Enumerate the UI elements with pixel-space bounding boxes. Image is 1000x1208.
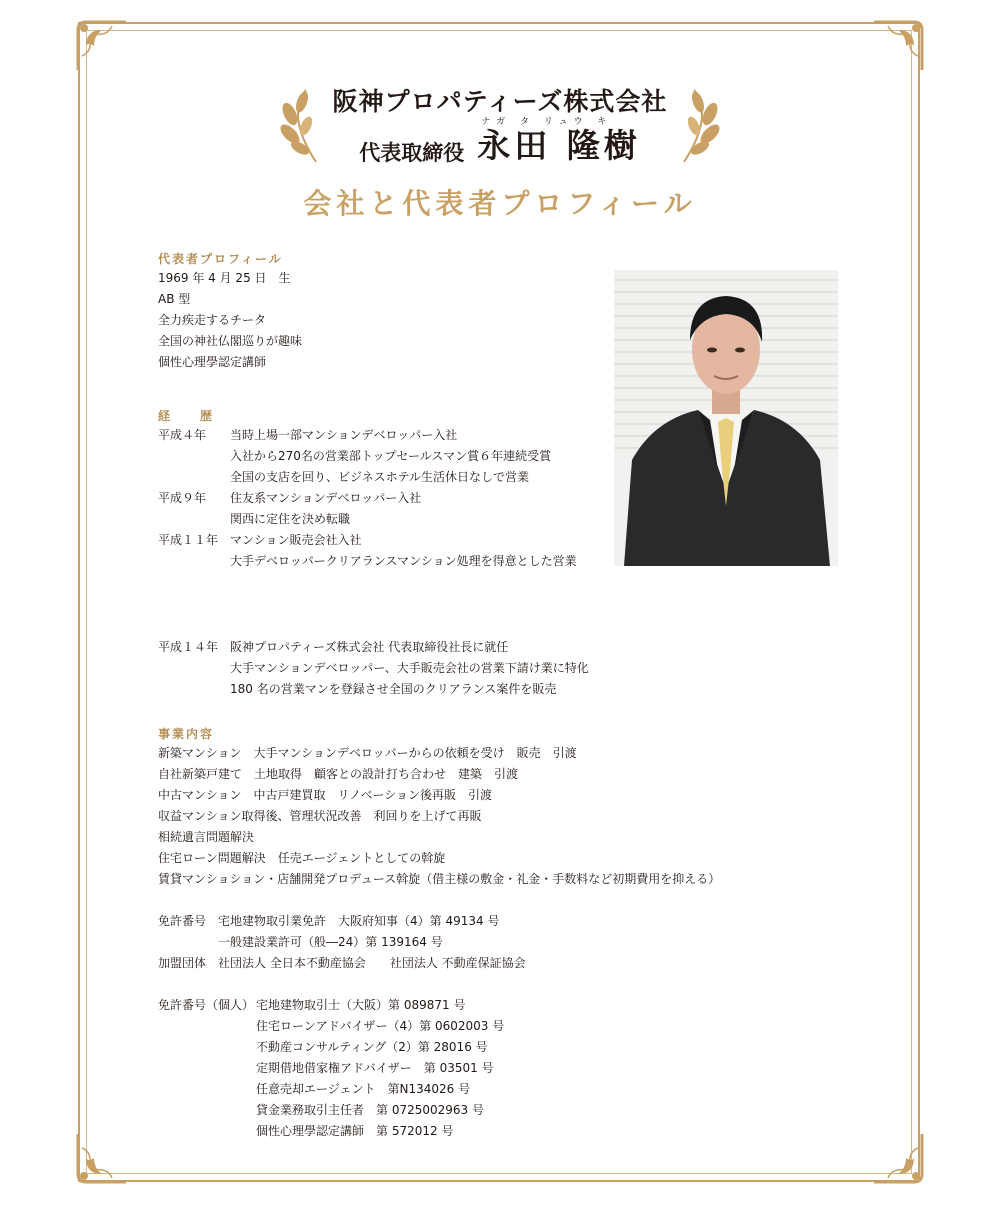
profile-line: AB 型 [158, 292, 191, 306]
career-line: 大手マンションデベロッパー、大手販売会社の営業下請け業に特化 [230, 661, 589, 675]
corner-ornament-icon [72, 1128, 132, 1188]
license-line: 宅地建物取引業免許 大阪府知事（4）第 49134 号 [218, 914, 500, 928]
member-value: 社団法人 全日本不動産協会 社団法人 不動産保証協会 [218, 956, 526, 970]
profile-line: 全力疾走するチータ [158, 313, 267, 327]
career-line: 全国の支店を回り、ビジネスホテル生活休日なしで営業 [230, 470, 530, 484]
career-line: 180 名の営業マンを登録させ全国のクリアランス案件を販売 [230, 682, 557, 696]
corner-ornament-icon [868, 1128, 928, 1188]
representative-role: 代表取締役 [359, 140, 465, 165]
profile-line: 個性心理學認定講師 [158, 355, 267, 369]
personal-license-line: 定期借地借家権アドバイザー 第 03501 号 [256, 1061, 494, 1075]
name-ruby: ナガ タ リュウ キ [481, 117, 613, 127]
career-year: 平成１１年 [158, 533, 219, 547]
career-line: 関西に定住を決め転職 [230, 512, 351, 526]
personal-license-line: 住宅ローンアドバイザー（4）第 0602003 号 [256, 1019, 505, 1033]
career-line: 大手デベロッパークリアランスマンション処理を得意とした営業 [230, 554, 577, 568]
company-name: 阪神プロパティーズ株式会社 [332, 87, 668, 116]
career-year: 平成１４年 [158, 640, 219, 654]
representative-name: 永田 隆樹 [477, 126, 641, 165]
corner-ornament-icon [72, 16, 132, 76]
career-line: 当時上場一部マンションデベロッパー入社 [230, 428, 458, 442]
profile-line: 1969 年 4 月 25 日 生 [158, 271, 291, 285]
business-line: 賃貸マンショション・店舗開発プロデュース斡旋（借主様の敷金・礼金・手数料など初期費用を抑える） [158, 872, 721, 886]
career-line: マンション販売会社入社 [230, 533, 362, 547]
corner-ornament-icon [868, 16, 928, 76]
business-line: 新築マンション 大手マンションデベロッパーからの依頼を受け 販売 引渡 [158, 746, 577, 760]
business-line: 住宅ローン問題解決 任売エージェントとしての斡旋 [158, 851, 446, 865]
career-year: 平成４年 [158, 428, 207, 442]
personal-license-line: 宅地建物取引士（大阪）第 089871 号 [256, 998, 466, 1012]
license-label: 免許番号 [158, 914, 207, 928]
personal-license-line: 貸金業務取引主任者 第 0725002963 号 [256, 1103, 484, 1117]
business-line: 相続遺言問題解決 [158, 830, 255, 844]
personal-license-line: 不動産コンサルティング（2）第 28016 号 [256, 1040, 488, 1054]
career-line: 入社から270名の営業部トップセールスマン賞６年連続受賞 [230, 449, 552, 463]
business-line: 自社新築戸建て 土地取得 顧客との設計打ち合わせ 建築 引渡 [158, 767, 519, 781]
business-line: 収益マンション取得後、管理状況改善 利回りを上げて再販 [158, 809, 482, 823]
personal-license-line: 任意売却エージェント 第N134026 号 [256, 1082, 471, 1096]
profile-line: 全国の神社仏閣巡りが趣味 [158, 334, 303, 348]
career-heading: 経 歴 [158, 409, 215, 423]
representative-name-block [477, 117, 641, 167]
career-year: 平成９年 [158, 491, 207, 505]
page-title: 会社と代表者プロフィール [303, 187, 697, 220]
business-line: 中古マンション 中古戸建買取 リノベーション後再販 引渡 [158, 788, 493, 802]
career-line: 住友系マンションデベロッパー入社 [230, 491, 422, 505]
personal-license-line: 個性心理學認定講師 第 572012 号 [256, 1124, 454, 1138]
business-heading: 事業内容 [158, 727, 215, 741]
career-line: 阪神プロパティーズ株式会社 代表取締役社長に就任 [230, 640, 509, 654]
representative-photo [614, 270, 838, 566]
profile-heading: 代表者プロフィール [158, 252, 283, 266]
member-label: 加盟団体 [158, 956, 207, 970]
license-line: 一般建設業許可（般―24）第 139164 号 [218, 935, 443, 949]
representative-line [0, 117, 1000, 170]
personal-license-label: 免許番号（個人） [158, 998, 255, 1012]
